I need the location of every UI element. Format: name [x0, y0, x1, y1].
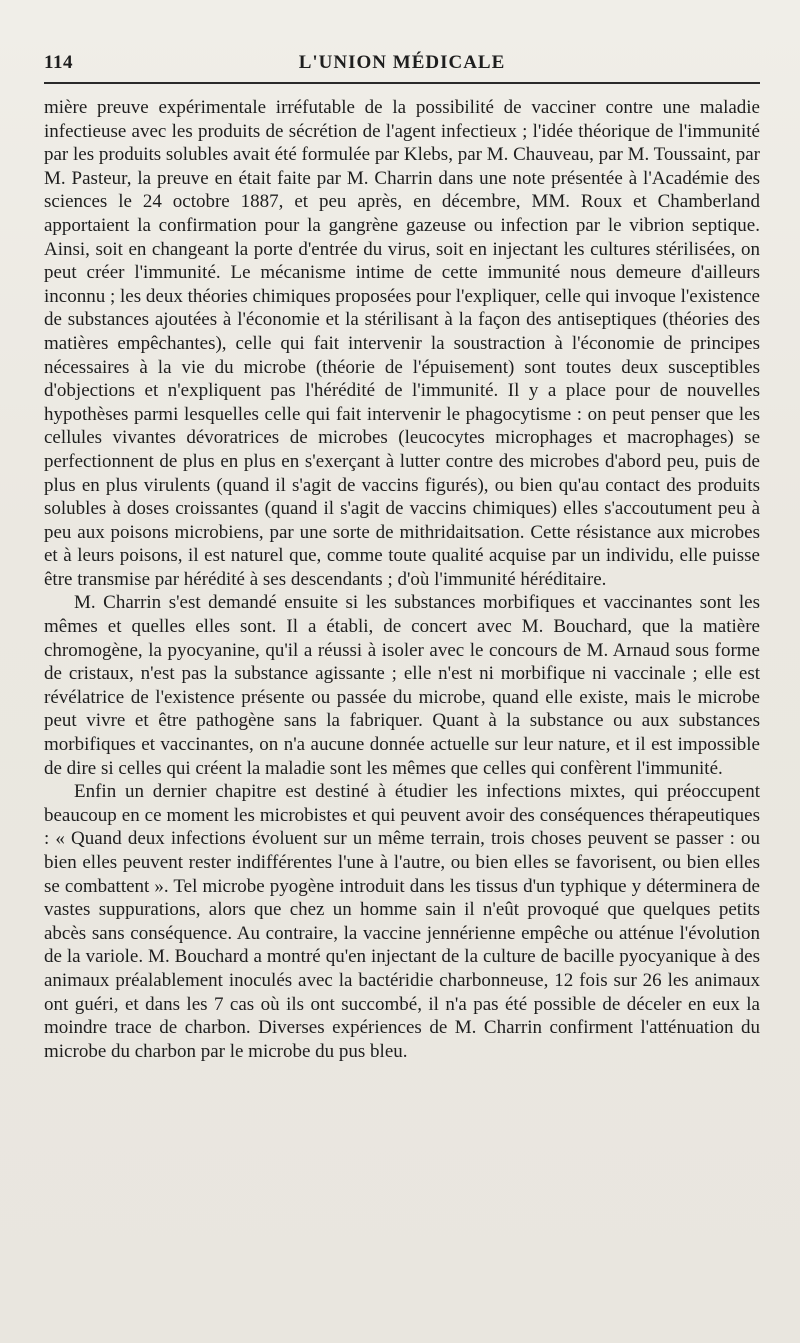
paragraph-continuation: mière preuve expérimentale irréfutable de la possibilité de vacciner contre une maladie infectieuse avec les produits de sécrétion de l'agent infectieux ; l'idée théorique de l'immunité par les produits solubles avait été formulée par Klebs, par M. Chauveau, par M. Toussaint, par M. Pasteur, la preuve en était faite par M. Charrin dans une note présentée à l'Académie des sciences le 24 octobre 1887, et peu après, en décembre, MM. Roux et Chamberland apportaient la confirmation pour la gangrène gazeuse ou infection par le vibrion septique. Ainsi, soit en changeant la porte d'entrée du virus, soit en injectant les cultures stérilisées, on peut créer l'immunité. Le mécanisme intime de cette immunité nous demeure d'ailleurs inconnu ; les deux théories chimiques proposées pour l'expliquer, celle qui invoque l'existence de substances ajoutées à l'économie et la stérilisant à la façon des antiseptiques (théories des matières empêchantes), celle qui fait intervenir la soustraction à l'économie de principes nécessaires à la vie du microbe (théorie de l'épuisement) sont toutes deux susceptibles d'objections et n'expliquent pas l'hérédité de l'immunité. Il y a place pour de nouvelles hypothèses parmi lesquelles celle qui fait intervenir le phagocytisme : on peut penser que les cellules vivantes dévoratrices de microbes (leucocytes microphages et macrophages) se perfectionnent de plus en plus en s'exerçant à lutter contre des microbes d'abord peu, puis de plus en plus virulents (quand il s'agit de vaccins figurés), ou bien qu'au contact des produits solubles à doses croissantes (quand il s'agit de vaccins chimiques) elles s'accoutument peu à peu aux poisons microbiens, par une sorte de mithridaitsation. Cette résistance aux microbes et à leurs poisons, il est naturel que, comme toute qualité acquise par un individu, elle puisse être transmise par hérédité à ses descendants ; d'où l'immunité héréditaire. — [44, 97, 760, 590]
paragraph-charrin-substances: M. Charrin s'est demandé ensuite si les substances morbifiques et vaccinantes sont les mêmes et quelles elles sont. Il a établi, de concert avec M. Bouchard, que la matière chromogène, la pyocyanine, qu'il a réussi à isoler avec le concours de M. Arnaud sous forme de cristaux, n'est pas la substance agissante ; elle n'est ni morbifique ni vaccinale ; elle est révélatrice de l'existence présente ou passée du microbe, quand elle existe, mais le microbe peut vivre et être pathogène sans la fabriquer. Quant à la substance ou aux substances morbifiques et vaccinantes, on n'a aucune donnée actuelle sur leur nature, et il est impossible de dire si celles qui créent la maladie sont les mêmes que celles qui confèrent l'immunité. — [44, 592, 760, 779]
body-text — [44, 96, 760, 1063]
paragraph-mixed-infections: Enfin un dernier chapitre est destiné à étudier les infections mixtes, qui préoccupent beaucoup en ce moment les microbistes et qui peuvent avoir des conséquences thérapeutiques : « Quand deux infections évoluent sur un même terrain, trois choses peuvent se passer : ou bien elles peuvent rester indifférentes l'une à l'autre, ou bien elles se favorisent, ou bien elles se combattent ». Tel microbe pyogène introduit dans les tissus d'un typhique y déterminera de vastes suppurations, alors que chez un homme sain il n'eût provoqué que quelques petits abcès sans conséquence. Au contraire, la vaccine jennérienne empêche ou atténue l'évolution de la variole. M. Bouchard a montré qu'en injectant de la culture de bacille pyocyanique à des animaux préalablement inoculés avec la bactéridie charbonneuse, 12 fois sur 26 les animaux ont guéri, et dans les 7 cas où ils ont succombé, il n'a pas été possible de déceler en eux la moindre trace de charbon. Diverses expériences de M. Charrin confirment l'atténuation du microbe du charbon par le microbe du pus bleu. — [44, 781, 760, 1062]
page-header — [44, 48, 760, 84]
running-title: L'UNION MÉDICALE — [298, 52, 506, 73]
page-number: 114 — [44, 52, 73, 73]
